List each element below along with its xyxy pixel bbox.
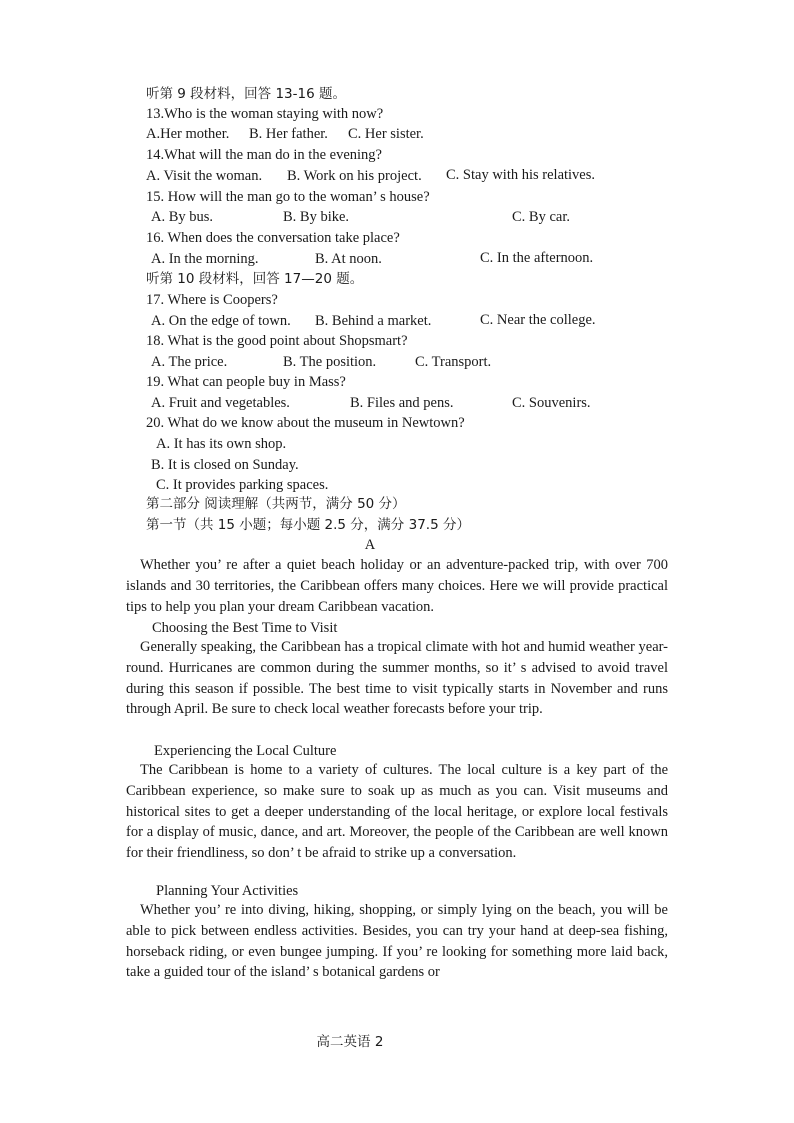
q17-option-a: A. On the edge of town. [151,313,291,329]
q18-option-c: C. Transport. [415,354,492,370]
question-13: 13.Who is the woman staying with now? [146,106,384,122]
q13-option-b: B. Her father. [249,126,328,142]
q14-option-a: A. Visit the woman. [146,168,263,184]
question-15: 15. How will the man go to the woman’ s house? [146,189,430,205]
q18-option-b: B. The position. [283,354,377,370]
q14-option-b: B. Work on his project. [287,168,422,184]
q18-option-a: A. The price. [151,354,228,370]
q15-option-b: B. By bike. [283,209,350,225]
intro-passage-10: 听第 10 段材料，回答 17—20 题。 [146,271,364,287]
q16-option-c: C. In the afternoon. [480,250,594,266]
q20-option-a: A. It has its own shop. [156,436,287,452]
q16-option-a: A. In the morning. [151,251,259,267]
q13-option-a: A.Her mother. [146,126,230,142]
question-16: 16. When does the conversation take place? [146,230,400,246]
question-18: 18. What is the good point about Shopsmart? [146,333,408,349]
q17-option-c: C. Near the college. [480,312,596,328]
passage-label: A [364,537,376,553]
page-footer: 高二英语 2 [316,1034,384,1050]
passage-paragraph-3: The Caribbean is home to a variety of cultures. The local culture is a key part of the Caribbean experience, so make sure to soak up as much as you can. Visit museums and historical sites to get a deeper understanding of the local heritage, or explore local festivals for a display of music, dance, and art. Moreover, the people of the Caribbean are well known for their friendliness, so don’ t be afraid to strike up a conversation. [126,762,668,862]
q15-option-c: C. By car. [512,209,570,225]
q19-option-a: A. Fruit and vegetables. [151,395,290,411]
passage-subheading-2: Experiencing the Local Culture [154,743,337,759]
q17-option-b: B. Behind a market. [315,313,432,329]
passage-subheading-3: Planning Your Activities [156,883,299,899]
q20-option-c: C. It provides parking spaces. [156,477,329,493]
q15-option-a: A. By bus. [151,209,214,225]
question-17: 17. Where is Coopers? [146,292,278,308]
passage-paragraph-4: Whether you’ re into diving, hiking, shopping, or simply lying on the beach, you will be able to pick between endless activities. Besides, you can try your hand at deep-sea fishing, horseback riding, or even bungee jumping. If you’ re looking for something more laid back, take a guided tour of the island’ s botanical gardens or [126,902,668,981]
passage-paragraph-2: Generally speaking, the Caribbean has a tropical climate with hot and humid weather year-round. Hurricanes are common during the summer months, so it’ s advised to avoid travel during this season if possible. The best time to visit typically starts in November and runs through April. Be sure to check local weather forecasts before your trip. [126,639,668,718]
q14-option-c: C. Stay with his relatives. [446,167,596,183]
q20-option-b: B. It is closed on Sunday. [151,457,299,473]
passage-subheading-1: Choosing the Best Time to Visit [152,620,338,636]
part2-title: 第二部分 阅读理解（共两节，满分 50 分） [146,496,406,512]
part2-section1-title: 第一节（共 15 小题；每小题 2.5 分，满分 37.5 分） [146,517,470,533]
question-14: 14.What will the man do in the evening? [146,147,382,163]
question-20: 20. What do we know about the museum in Newtown? [146,415,465,431]
q16-option-b: B. At noon. [315,251,382,267]
question-19: 19. What can people buy in Mass? [146,374,346,390]
q13-option-c: C. Her sister. [348,126,424,142]
intro-passage-9: 听第 9 段材料，回答 13-16 题。 [146,86,346,102]
q19-option-c: C. Souvenirs. [512,395,591,411]
passage-paragraph-1: Whether you’ re after a quiet beach holiday or an adventure-packed trip, with over 700 islands and 30 territories, the Caribbean offers many choices. Here we will provide practical tips to help you plan your dream Caribbean vacation. [126,557,668,615]
q19-option-b: B. Files and pens. [350,395,454,411]
